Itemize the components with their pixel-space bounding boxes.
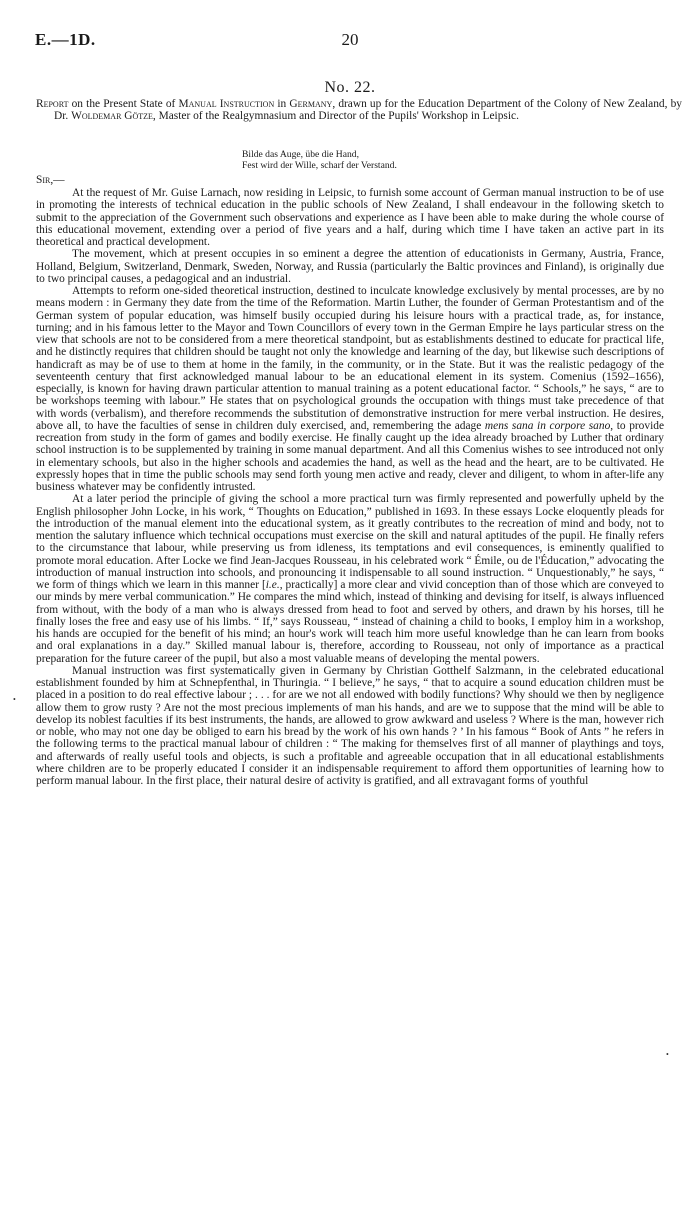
salutation: Sir,— [36, 174, 65, 186]
title-part: , Master of the Realgymnasium and Director of the Pupils' Workshop in Leipsic. [152, 110, 519, 123]
page-header [0, 30, 700, 54]
italic-phrase: i.e. [265, 579, 280, 591]
margin-dot: • [666, 1050, 669, 1059]
title-part: on the Present State of [68, 98, 179, 110]
title-part: Germany [289, 98, 333, 110]
title-part: , drawn up for the Education Department of the Colony of New Zealand, by Dr. [54, 98, 683, 123]
author-name: Woldemar Götze [71, 110, 153, 123]
italic-phrase: mens sana in corpore sano [484, 419, 611, 432]
epigraph-line: Bilde das Auge, übe die Hand, [242, 149, 359, 160]
text-run: , practically] a more clear and vivid conception than of those which are conveyed to our minds by mere verbal communication.” He compares the mind which, instead of thinking and devising for itself, is always influenced from without, with the body of a man who is always dressed from head to foot and served by others, and drawn by his horses, till he finally loses the free and easy use of his limbs. “ If,” says Rousseau, “ instead of chaining a child to books, I employ him in a workshop, his hands are occupied for the benefit of his mind; an hour's work will teach him more useful knowledge than he can learn from books and oral explanations in a day.” Skilled manual labour is, therefore, according to Rousseau, not only of importance as a practical preparation for the future career of the pupil, but also a most valuable means of developing the mental powers. [36, 579, 664, 665]
epigraph-line: Fest wird der Wille, scharf der Verstand. [242, 160, 397, 171]
text-run: , to provide recreation from study in the form of games and bodily exercise. He finally caught up the idea already broached by Luther that ordinary school instruction is to be supplemented by training in some manual department. And all this Comenius wishes to see introduced not only in elementary schools, but also in the higher schools and academies the hand, as well as the head and the heart, are to be cultivated. He expressly hopes that in time the public schools may send forth young men active and ready, clever and diligent, to whom in after-life any business whatever may be confidently intrusted. [36, 419, 664, 493]
text-run: At a later period the principle of giving the school a more practical turn was firmly represented and powerfully upheld by the English philosopher John Locke, in his work, “ Thoughts on Education,” published in 1693. In these essays Locke eloquently pleads for the introduction of the manual element into the educational system, as it greatly contributes to the recreation of mind and body, not to mention the salutary influence which technical occupations must exercise on the skill and natural aptitudes of the pupil. He finally refers to the circumstance that labour, while preserving us from idleness, its temptations and evil consequences, is eminently qualified to promote moral education. After Locke we find Jean-Jacques Rousseau, in his celebrated work “ Émile, ou de l'Éducation,” advocating the introduction of manual instruction into schools, and pronouncing it indispensable to all sound instruction. “ Unquestionably,” he says, “ we form of things which we learn in this manner [ [36, 493, 665, 591]
title-part: in [274, 98, 290, 110]
document-number: No. 22. [324, 79, 376, 96]
epigraph [242, 149, 397, 171]
text-run: Attempts to reform one-sided theoretical instruction, destined to inculcate knowledge exclusively by mental processes, are by no means modern : in Germany they date from the time of the Reformation. Martin Luther, the founder of German Protestantism and of the German system of popular education, was himself busily occupied during his leisure hours with a practical trade, as, for instance, turning; and in his famous letter to the Mayor and Town Councillors of every town in the German Empire he lays particular stress on the view that schools are not to be considered from a mere theoretical standpoint, but as establishments destined to educate for practical life, and he distinctly requires that children should be taught not only the knowledge and learning of the day, but likewise such descriptions of handicraft as may be of use to them at home in the family, in the community, or in the State. But it was the realistic pedagogy of the seventeenth century that first acknowledged manual labour to be an educational element in its system. Comenius (1592–1656), especially, is known for having drawn particular attention to manual training as a potent educational factor. “ Schools,” he says, “ are to be workshops teeming with labour.” He states that on psychological grounds the occupation with things must take precedence of that with words (verbalism), and therefore recommends the substitution of demonstrative instruction for mere verbal instruction. He desires, above all, to have the faculties of sense in children duly exercised, and, remembering the adage [36, 285, 664, 432]
paragraph: At the request of Mr. Guise Larnach, now residing in Leipsic, to furnish some account of German manual instruction to be of use in promoting the interests of technical education in the public schools of New Zealand, I shall endeavour in the following sketch to submit to the appreciation of the Government such observations and experience as I have been able to make during the whole course of this educational movement, extending over a period of five years and a half, during which time I have taken an active part in its theoretical and practical development. [36, 187, 664, 248]
page-number: 20 [341, 30, 359, 49]
margin-dot: • [13, 695, 16, 704]
paragraph [36, 493, 664, 665]
title-part: Report [36, 98, 69, 110]
paragraph: Manual instruction was first systematically given in Germany by Christian Gotthelf Salzmann, in the celebrated educational establishment founded by him at Schnepfenthal, in Thuringia. “ I believe,” he says, “ that to acquire a sound education children must be placed in a position to do real effective labour ; . . . for are we not all endowed with bodily functions? Why should we then by negligence allow them to grow rusty ? Are not the most precious implements of man his hands, and are we to suppose that the mind will be able to develop its noblest faculties if its best instruments, the hands, are allowed to grow awkward and useless ? Where is the man, however rich or noble, who may not one day be obliged to earn his bread by the work of his own hands ? ’ In his famous “ Book of Ants ” he refers in the following terms to the practical manual labour of children : “ The making for themselves first of all manner of playthings and toys, and afterwards of really useful tools and objects, is such a profitable and agreeable occupation that in all educational establishments where children are to be properly educated I consider it an indispensable requirement to afford them opportunities of learning how to perform manual labour. In the first place, their natural desire of activity is gratified, and all extravagant forms of youthful [36, 664, 665, 787]
title-part: Manual Instruction [178, 98, 275, 110]
body-text [36, 187, 664, 787]
report-title [36, 98, 682, 123]
document-reference: E.—1D. [35, 30, 96, 49]
paragraph [36, 285, 664, 493]
paragraph: The movement, which at present occupies in so eminent a degree the attention of educationists in Germany, Austria, France, Holland, Belgium, Switzerland, Denmark, Sweden, Norway, and Russia (particularly the Baltic provinces and Finland), is originally due to two principal causes, a pedagogical and an industrial. [36, 248, 664, 285]
